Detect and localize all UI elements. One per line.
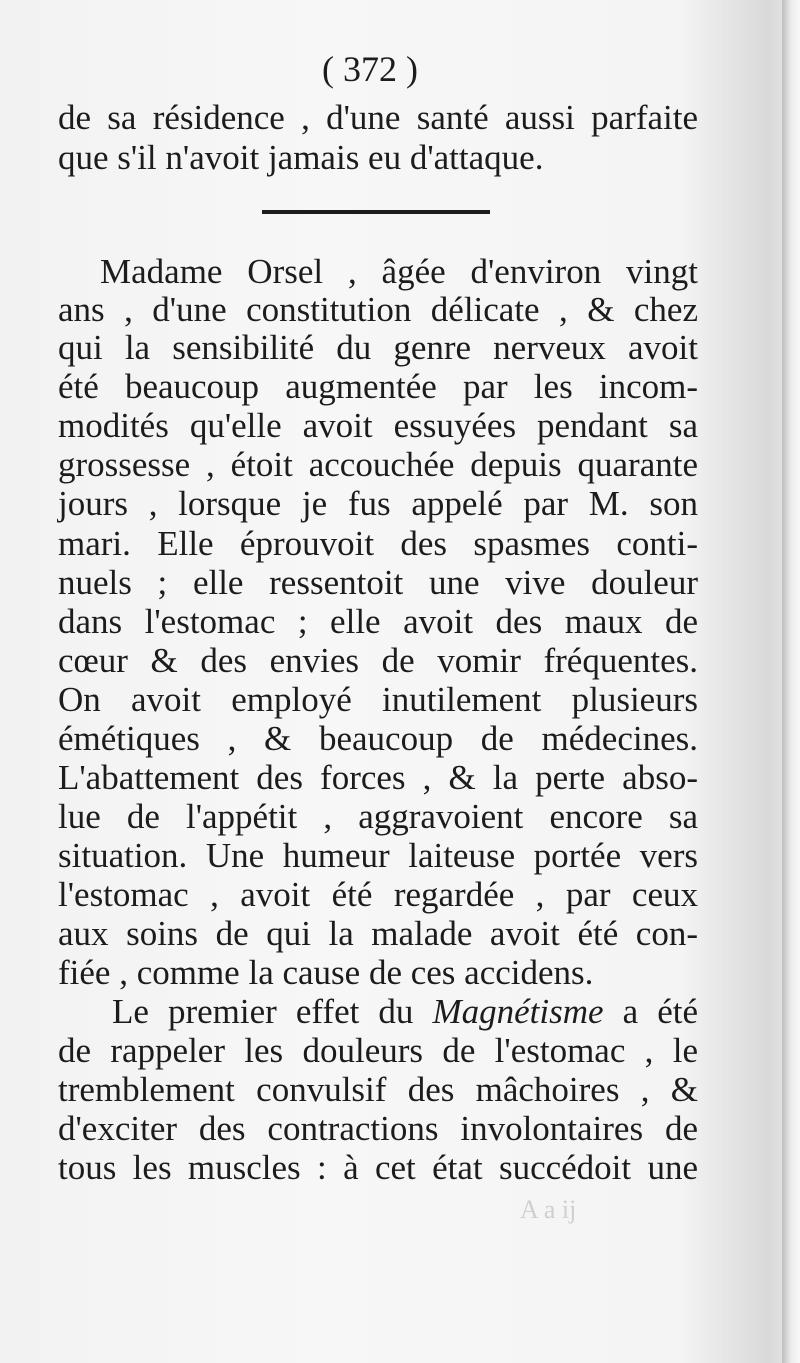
text-line-21: fiée , comme la cause de ces accidens. (58, 953, 594, 992)
page-edge-shadow (782, 0, 800, 1363)
text-line-14: On avoit employé inutilement plusieurs (58, 680, 698, 719)
text-line-17: lue de l'appétit , aggravoient encore sa (58, 797, 698, 836)
text-line-16: L'abattement des forces , & la perte abso- (58, 758, 698, 797)
text-line-4: ans , d'une constitution délicate , & chez (58, 290, 698, 329)
text-line-11: nuels ; elle ressentoit une vive douleur (58, 563, 698, 602)
text-line-1: de sa résidence , d'une santé aussi parfaite (58, 98, 698, 137)
text-line-3: Madame Orsel , âgée d'environ vingt (100, 252, 698, 291)
text-line-12: dans l'estomac ; elle avoit des maux de (58, 602, 698, 641)
text-line-8: grossesse , étoit accouchée depuis quarante (58, 445, 698, 484)
text-line-10: mari. Elle éprouvoit des spasmes conti- (58, 524, 698, 563)
text-line-24: tremblement convulsif des mâchoires , & (58, 1070, 698, 1109)
text-line-22-italic: Magnétisme (432, 992, 604, 1031)
text-line-22 (112, 992, 698, 1032)
text-line-20: aux soins de qui la malade avoit été con- (58, 914, 698, 953)
text-line-5: qui la sensibilité du genre nerveux avoit (58, 328, 698, 367)
text-line-18: situation. Une humeur laiteuse portée vers (58, 836, 698, 875)
page-number: ( 372 ) (322, 49, 418, 89)
text-line-19: l'estomac , avoit été regardée , par ceux (58, 875, 698, 914)
text-line-25: d'exciter des contractions involontaires de (58, 1109, 698, 1148)
text-line-22-start: Le premier effet du (112, 992, 433, 1031)
text-line-9: jours , lorsque je fus appelé par M. son (58, 484, 698, 523)
text-line-2: que s'il n'avoit jamais eu d'attaque. (58, 138, 544, 177)
text-line-23: de rappeler les douleurs de l'estomac , le (58, 1031, 698, 1070)
text-line-15: émétiques , & beaucoup de médecines. (58, 719, 698, 758)
show-through-mark: A a ij (520, 1195, 577, 1224)
section-divider (262, 210, 490, 214)
text-line-26: tous les muscles : à cet état succédoit une (58, 1148, 698, 1187)
text-line-7: modités qu'elle avoit essuyées pendant sa (58, 406, 698, 445)
text-line-6: été beaucoup augmentée par les incom- (58, 367, 698, 406)
text-line-22-end: a été (603, 992, 698, 1031)
text-line-13: cœur & des envies de vomir fréquentes. (58, 641, 698, 680)
